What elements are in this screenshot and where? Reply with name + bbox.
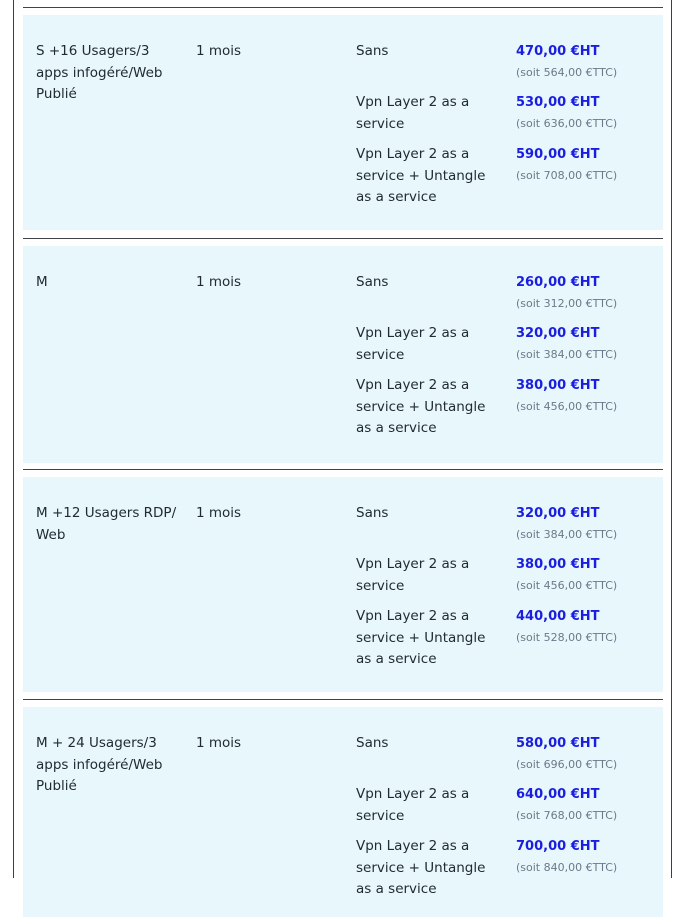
offer-duration: 1 mois <box>196 505 242 521</box>
offer-name: M +12 Usagers RDP/ Web <box>36 505 177 543</box>
option-price <box>516 273 656 315</box>
price-ttc: (soit 528,00 €TTC) <box>516 631 618 644</box>
offer-duration: 1 mois <box>196 735 242 751</box>
option-label: Vpn Layer 2 as a service + Untangle as a service <box>356 608 486 667</box>
option-price <box>516 145 656 187</box>
offer-name: M + 24 Usagers/3 apps infogéré/Web Publié <box>36 735 163 794</box>
option-price <box>516 504 656 546</box>
option-price <box>516 555 656 597</box>
option-price <box>516 93 656 135</box>
price-ht: 380,00 €HT <box>516 557 600 572</box>
price-ht: 470,00 €HT <box>516 44 600 59</box>
price-ht: 320,00 €HT <box>516 506 600 521</box>
pricing-row <box>23 707 663 917</box>
option-label: Vpn Layer 2 as a service <box>356 786 470 824</box>
offer-name: S +16 Usagers/3 apps infogéré/Web Publié <box>36 43 163 102</box>
price-ht: 260,00 €HT <box>516 275 600 290</box>
price-ttc: (soit 456,00 €TTC) <box>516 579 618 592</box>
option-label: Vpn Layer 2 as a service + Untangle as a service <box>356 377 486 436</box>
pricing-list <box>23 0 663 917</box>
row-divider <box>23 7 663 8</box>
option-price <box>516 376 656 418</box>
option-label: Sans <box>356 505 389 521</box>
price-ttc: (soit 384,00 €TTC) <box>516 528 618 541</box>
price-ht: 590,00 €HT <box>516 147 600 162</box>
row-divider <box>23 238 663 239</box>
price-ht: 440,00 €HT <box>516 609 600 624</box>
price-ht: 700,00 €HT <box>516 839 600 854</box>
option-label: Vpn Layer 2 as a service <box>356 94 470 132</box>
option-label: Sans <box>356 274 389 290</box>
price-ht: 580,00 €HT <box>516 736 600 751</box>
price-ttc: (soit 564,00 €TTC) <box>516 66 618 79</box>
price-ttc: (soit 696,00 €TTC) <box>516 758 618 771</box>
price-ttc: (soit 708,00 €TTC) <box>516 169 618 182</box>
offer-duration: 1 mois <box>196 43 242 59</box>
pricing-row <box>23 477 663 692</box>
option-label: Vpn Layer 2 as a service + Untangle as a service <box>356 838 486 897</box>
option-price <box>516 42 656 84</box>
offer-name: M <box>36 274 48 290</box>
option-price <box>516 734 656 776</box>
price-ttc: (soit 456,00 €TTC) <box>516 400 618 413</box>
row-divider <box>23 699 663 700</box>
option-price <box>516 837 656 879</box>
option-label: Sans <box>356 43 389 59</box>
row-divider <box>23 469 663 470</box>
price-ht: 320,00 €HT <box>516 326 600 341</box>
price-ht: 640,00 €HT <box>516 787 600 802</box>
option-label: Vpn Layer 2 as a service <box>356 556 470 594</box>
price-ttc: (soit 768,00 €TTC) <box>516 809 618 822</box>
price-ht: 530,00 €HT <box>516 95 600 110</box>
price-ttc: (soit 384,00 €TTC) <box>516 348 618 361</box>
price-ttc: (soit 312,00 €TTC) <box>516 297 618 310</box>
option-price <box>516 324 656 366</box>
option-price <box>516 785 656 827</box>
price-ttc: (soit 636,00 €TTC) <box>516 117 618 130</box>
option-label: Sans <box>356 735 389 751</box>
pricing-row <box>23 15 663 230</box>
option-label: Vpn Layer 2 as a service <box>356 325 470 363</box>
price-ht: 380,00 €HT <box>516 378 600 393</box>
pricing-row <box>23 246 663 463</box>
price-ttc: (soit 840,00 €TTC) <box>516 861 618 874</box>
option-price <box>516 607 656 649</box>
offer-duration: 1 mois <box>196 274 242 290</box>
option-label: Vpn Layer 2 as a service + Untangle as a service <box>356 146 486 205</box>
